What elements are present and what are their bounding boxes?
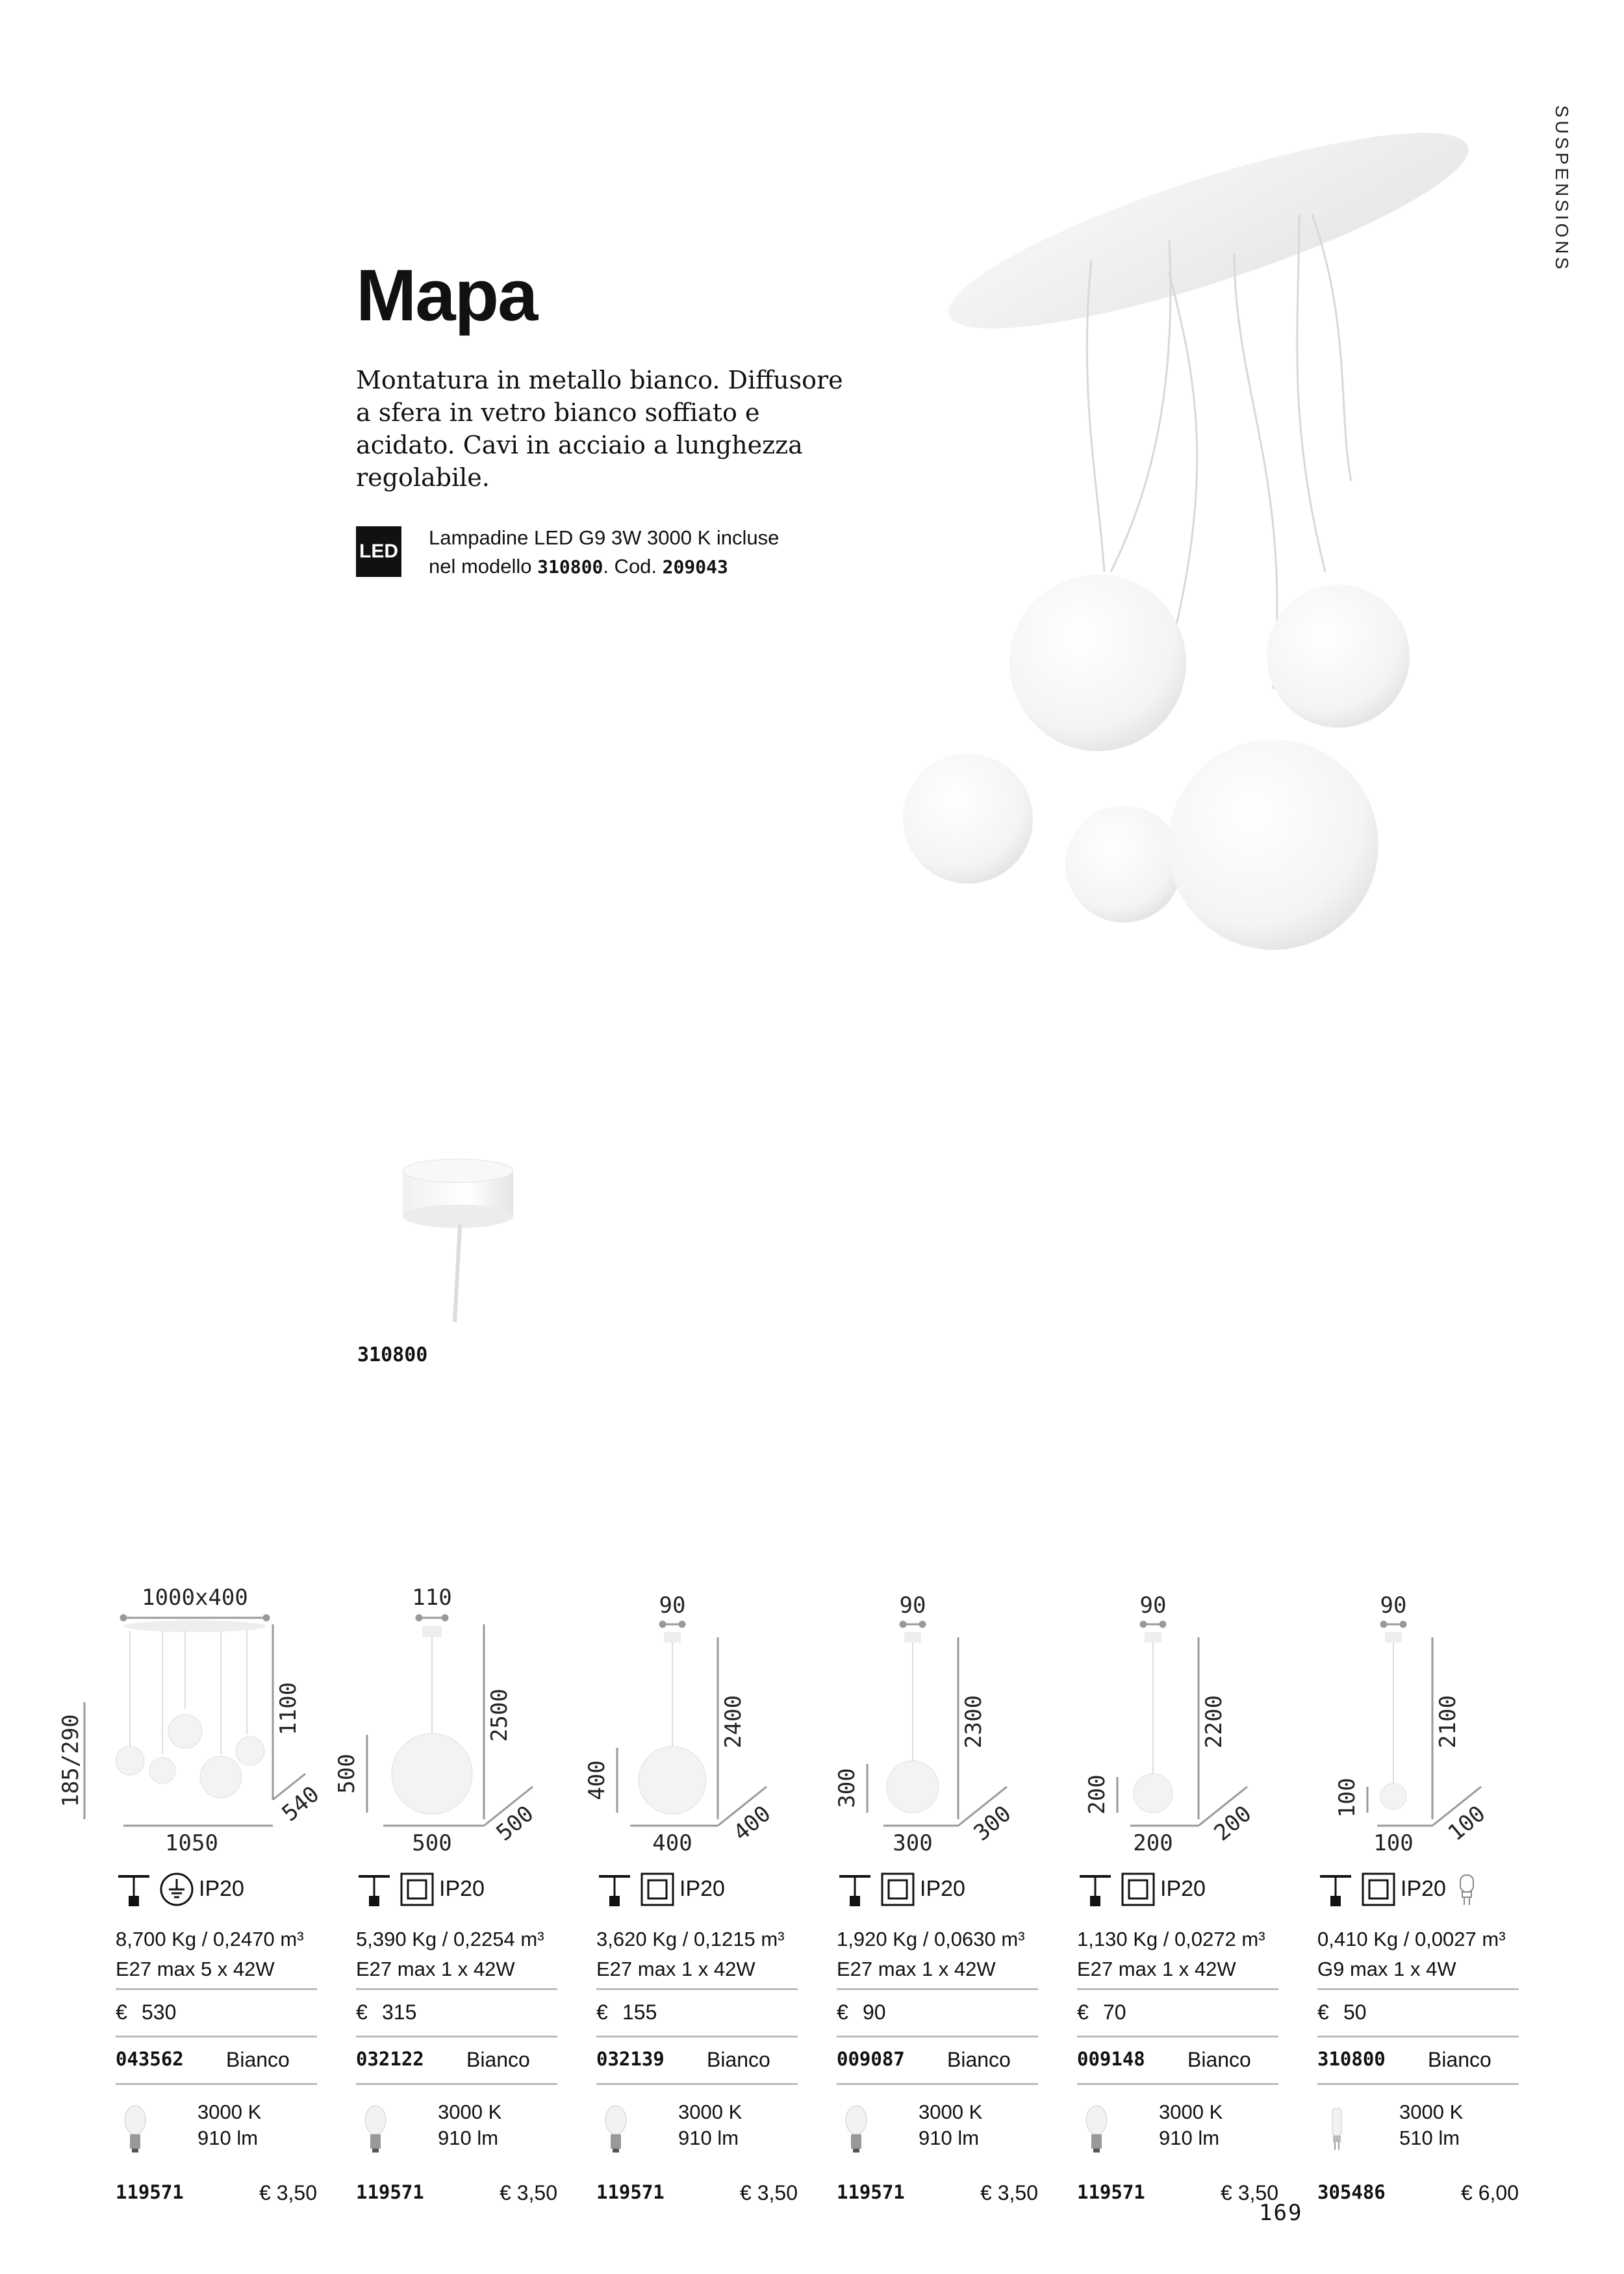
- bulb-temperature: 3000 K: [1399, 2101, 1464, 2123]
- section-label: SUSPENSIONS: [1552, 105, 1572, 273]
- ip-rating: IP20: [439, 1876, 485, 1901]
- dim-top: 90: [1139, 1592, 1167, 1618]
- bulb-temperature: 3000 K: [438, 2101, 502, 2123]
- double-insulation-icon: [880, 1871, 916, 1908]
- bulb-included-icon: [1455, 1874, 1478, 1908]
- divider: [116, 2036, 317, 2038]
- product-column-009087: [837, 1871, 1038, 2210]
- dim-left: 200: [1084, 1774, 1110, 1815]
- led-badge: LED: [356, 526, 401, 577]
- bulb-price: € 3,50: [500, 2181, 557, 2204]
- divider: [356, 2036, 557, 2038]
- suspension-icon: [596, 1871, 633, 1908]
- led-note-cod-label: . Cod.: [603, 555, 657, 578]
- dim-depth: 400: [728, 1800, 776, 1846]
- dim-top: 110: [412, 1585, 452, 1611]
- led-note: [429, 524, 779, 581]
- price: 315: [382, 2000, 417, 2024]
- dim-top: 90: [659, 1592, 686, 1618]
- sphere-large-right: [1168, 739, 1378, 950]
- bulb-lumen: 910 lm: [919, 2127, 980, 2149]
- finish: Bianco: [466, 2048, 530, 2071]
- double-insulation-icon: [1120, 1871, 1156, 1908]
- bulb-code: 305486: [1317, 2181, 1386, 2203]
- product-code: 043562: [116, 2048, 184, 2070]
- currency: €: [596, 2000, 608, 2024]
- bulb-temperature: 3000 K: [197, 2101, 262, 2123]
- currency: €: [116, 2000, 127, 2024]
- dim-height: 2400: [720, 1695, 746, 1748]
- led-note-line1: Lampadine LED G9 3W 3000 K incluse: [429, 526, 780, 549]
- currency: €: [1077, 2000, 1089, 2024]
- finish: Bianco: [1187, 2048, 1251, 2071]
- product-column-310800: [1317, 1871, 1519, 2210]
- bulb-code: 119571: [596, 2181, 665, 2203]
- divider: [837, 2083, 1038, 2085]
- bulb-lumen: 510 lm: [1399, 2127, 1460, 2149]
- product-column-032139: [596, 1871, 798, 2210]
- divider: [1317, 1988, 1519, 1990]
- dim-left: 300: [834, 1768, 860, 1808]
- suspension-icon: [837, 1871, 873, 1908]
- currency: €: [837, 2000, 848, 2024]
- led-note-model: 310800: [537, 556, 603, 578]
- dimension-drawing-043562: [58, 1585, 325, 1858]
- weight-volume: 5,390 Kg / 0,2254 m³: [356, 1928, 544, 1950]
- bulb-price: € 3,50: [740, 2181, 798, 2204]
- e27-bulb-icon: [1084, 2103, 1110, 2155]
- ip-rating: IP20: [920, 1876, 965, 1901]
- weight-volume: 8,700 Kg / 0,2470 m³: [116, 1928, 304, 1950]
- product-code: 032139: [596, 2048, 665, 2070]
- dim-depth: 200: [1209, 1800, 1257, 1846]
- dimension-drawing-310800: [1273, 1585, 1514, 1858]
- divider: [1317, 2036, 1519, 2038]
- sphere-large-left: [1009, 574, 1186, 751]
- hero-product-image: [896, 117, 1481, 1027]
- weight-volume: 1,920 Kg / 0,0630 m³: [837, 1928, 1025, 1950]
- product-description: Montatura in metallo bianco. Diffusore a sfera in vetro bianco soffiato e acidato. Cavi in acciaio a lunghezza regolabile.: [356, 366, 843, 492]
- suspension-icon: [356, 1871, 392, 1908]
- canopy-image: [383, 1156, 539, 1325]
- price: 155: [622, 2000, 657, 2024]
- price: 530: [142, 2000, 177, 2024]
- sphere-right-top: [1267, 585, 1410, 728]
- double-insulation-icon: [1360, 1871, 1397, 1908]
- divider: [596, 2083, 798, 2085]
- bulb-price: € 3,50: [259, 2181, 317, 2204]
- product-code: 009148: [1077, 2048, 1145, 2070]
- bulb-temperature: 3000 K: [919, 2101, 983, 2123]
- dim-width: 300: [893, 1830, 933, 1856]
- bulb-price: € 6,00: [1461, 2181, 1519, 2204]
- e27-bulb-icon: [122, 2103, 148, 2155]
- price: 90: [863, 2000, 886, 2024]
- lamp-spec: E27 max 1 x 42W: [356, 1958, 515, 1980]
- led-note-line2: [429, 552, 779, 581]
- dim-height: 2300: [961, 1695, 987, 1748]
- bulb-code: 119571: [356, 2181, 424, 2203]
- bulb-price: € 3,50: [980, 2181, 1038, 2204]
- dim-top: 90: [1380, 1592, 1407, 1618]
- dim-width: 500: [412, 1830, 452, 1856]
- bulb-code: 119571: [116, 2181, 184, 2203]
- dim-top: 1000x400: [142, 1585, 248, 1611]
- divider: [1317, 2083, 1519, 2085]
- divider: [837, 1988, 1038, 1990]
- bulb-code: 119571: [837, 2181, 905, 2203]
- bulb-temperature: 3000 K: [678, 2101, 742, 2123]
- currency: €: [356, 2000, 368, 2024]
- ip-rating: IP20: [1401, 1876, 1446, 1901]
- product-title: Mapa: [356, 255, 537, 336]
- dim-depth: 540: [277, 1781, 325, 1827]
- dimension-drawing-032139: [552, 1585, 793, 1858]
- ip-rating: IP20: [199, 1876, 244, 1901]
- currency: €: [1317, 2000, 1329, 2024]
- ip-rating: IP20: [1160, 1876, 1206, 1901]
- led-note-cod: 209043: [662, 556, 728, 578]
- dim-depth: 300: [969, 1800, 1017, 1846]
- lamp-spec: E27 max 1 x 42W: [1077, 1958, 1236, 1980]
- divider: [356, 1988, 557, 1990]
- g9-bulb-icon: [1324, 2103, 1350, 2155]
- product-code: 009087: [837, 2048, 905, 2070]
- bulb-lumen: 910 lm: [197, 2127, 259, 2149]
- page-number: 169: [1259, 2200, 1303, 2226]
- sphere-small-middle: [1065, 806, 1182, 923]
- dim-height: 2500: [487, 1689, 513, 1742]
- ip-rating: IP20: [679, 1876, 725, 1901]
- lamp-spec: E27 max 1 x 42W: [596, 1958, 755, 1980]
- dimension-drawing-032122: [312, 1585, 552, 1858]
- e27-bulb-icon: [843, 2103, 869, 2155]
- dim-height: 2100: [1435, 1695, 1461, 1748]
- dim-left: 100: [1334, 1778, 1360, 1818]
- dim-left: 185/290: [58, 1714, 84, 1808]
- finish: Bianco: [707, 2048, 770, 2071]
- bulb-price: € 3,50: [1221, 2181, 1278, 2204]
- divider: [1077, 2036, 1278, 2038]
- dim-depth: 500: [491, 1800, 539, 1846]
- divider: [837, 2036, 1038, 2038]
- bulb-lumen: 910 lm: [438, 2127, 499, 2149]
- sphere-small-left: [903, 754, 1033, 884]
- dimension-drawing-009087: [793, 1585, 1033, 1858]
- product-column-043562: [116, 1871, 317, 2210]
- double-insulation-icon: [399, 1871, 435, 1908]
- bulb-lumen: 910 lm: [678, 2127, 739, 2149]
- divider: [596, 1988, 798, 1990]
- dim-left: 400: [584, 1760, 610, 1800]
- finish: Bianco: [1428, 2048, 1491, 2071]
- product-column-009148: [1077, 1871, 1278, 2210]
- divider: [116, 1988, 317, 1990]
- bulb-code: 119571: [1077, 2181, 1145, 2203]
- bulb-temperature: 3000 K: [1159, 2101, 1223, 2123]
- dim-width: 100: [1373, 1830, 1414, 1856]
- divider: [356, 2083, 557, 2085]
- bulb-lumen: 910 lm: [1159, 2127, 1220, 2149]
- divider: [596, 2036, 798, 2038]
- suspension-icon: [116, 1871, 152, 1908]
- dim-width: 200: [1133, 1830, 1173, 1856]
- double-insulation-icon: [639, 1871, 676, 1908]
- dimension-drawing-009148: [1033, 1585, 1273, 1858]
- dim-width: 1050: [165, 1830, 218, 1856]
- divider: [1077, 2083, 1278, 2085]
- e27-bulb-icon: [362, 2103, 388, 2155]
- lamp-spec: E27 max 5 x 42W: [116, 1958, 275, 1980]
- suspension-icon: [1317, 1871, 1354, 1908]
- canopy-code: 310800: [357, 1344, 428, 1366]
- dim-depth: 100: [1443, 1800, 1491, 1846]
- weight-volume: 0,410 Kg / 0,0027 m³: [1317, 1928, 1506, 1950]
- weight-volume: 3,620 Kg / 0,1215 m³: [596, 1928, 785, 1950]
- dim-width: 400: [652, 1830, 692, 1856]
- dim-top: 90: [899, 1592, 926, 1618]
- finish: Bianco: [226, 2048, 290, 2071]
- weight-volume: 1,130 Kg / 0,0272 m³: [1077, 1928, 1265, 1950]
- divider: [1077, 1988, 1278, 1990]
- suspension-icon: [1077, 1871, 1113, 1908]
- e27-bulb-icon: [603, 2103, 629, 2155]
- product-code: 032122: [356, 2048, 424, 2070]
- divider: [116, 2083, 317, 2085]
- dim-left: 500: [334, 1754, 360, 1794]
- ceiling-plate: [933, 97, 1484, 364]
- product-column-032122: [356, 1871, 557, 2210]
- lamp-spec: G9 max 1 x 4W: [1317, 1958, 1456, 1980]
- finish: Bianco: [947, 2048, 1011, 2071]
- lamp-spec: E27 max 1 x 42W: [837, 1958, 996, 1980]
- dim-height: 2200: [1201, 1695, 1227, 1748]
- earth-ground-icon: [159, 1871, 195, 1908]
- price: 70: [1103, 2000, 1126, 2024]
- led-note-prefix: nel modello: [429, 555, 532, 578]
- product-code: 310800: [1317, 2048, 1386, 2070]
- dim-height: 1100: [275, 1682, 301, 1735]
- price: 50: [1343, 2000, 1367, 2024]
